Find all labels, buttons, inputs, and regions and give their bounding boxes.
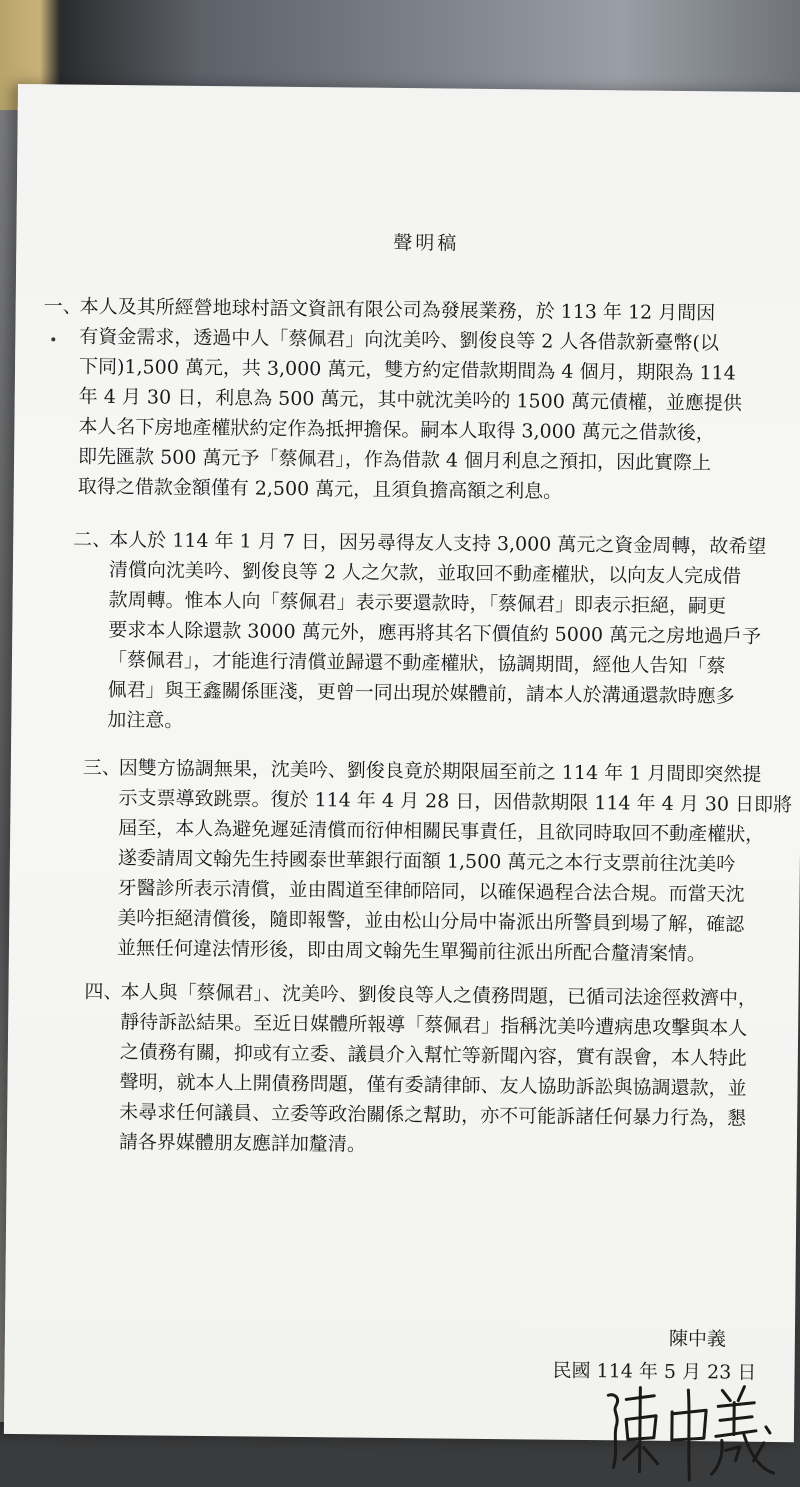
paragraph-line: 即先匯款 500 萬元予「蔡佩君」，作為借款 4 個月利息之預扣，因此實際上: [77, 445, 712, 475]
paragraph-marker: 二、: [73, 528, 112, 552]
paragraph-line: 本人於 114 年 1 月 7 日，因另尋得友人支持 3,000 萬元之資金周轉，故希望: [109, 528, 767, 558]
paragraph-line: 並無任何違法情形後，即由周文翰先生單獨前往派出所配合釐清案情。: [116, 937, 707, 966]
paragraph-line: 加注意。: [107, 708, 184, 732]
paragraph-line: 清償向沈美吟、劉俊良等 2 人之欠款，並取回不動產權狀，以向友人完成借: [108, 558, 742, 588]
signer-name: 陳中義: [668, 1327, 727, 1351]
paragraph-line: 美吟拒絕清償後，隨即報警，並由松山分局中崙派出所警員到場了解，確認: [117, 907, 745, 936]
paragraph-line: 本人及其所經營地球村語文資訊有限公司為發展業務，於 113 年 12 月間因: [79, 295, 716, 325]
paragraph-marker: 三、: [82, 756, 121, 780]
handwritten-signature: [593, 1375, 784, 1487]
paragraph-line: 下同)1,500 萬元，共 3,000 萬元，雙方約定借款期間為 4 個月，期限為 114: [78, 355, 736, 385]
paragraph-line: 年 4 月 30 日，利息為 500 萬元，其中就沈美吟的 1500 萬元債權，並應提供: [78, 385, 743, 415]
paragraph-marker: 四、: [84, 980, 123, 1004]
paragraph-line: 示支票導致跳票。復於 114 年 4 月 28 日，因借款期限 114 年 4 月 30 日即將: [118, 787, 793, 817]
statement-paper: [4, 84, 800, 1442]
document-title: 聲明稿: [393, 231, 460, 255]
ink-speck: [51, 337, 55, 341]
paragraph-line: 牙醫診所表示清償，並由閻道至律師陪同，以確保過程合法合規。而當天沈: [117, 877, 745, 906]
paragraph-line: 屆至，本人為避免遲延清償而衍伸相關民事責任，且欲同時取回不動產權狀，: [118, 817, 765, 846]
paragraph-line: 有資金需求，透過中人「蔡佩君」向沈美吟、劉俊良等 2 人各借款新臺幣(以: [79, 325, 720, 355]
paragraph-line: 遂委請周文翰先生持國泰世華銀行面額 1,500 萬元之本行支票前往沈美吟: [117, 847, 736, 876]
paragraph-line: 之債務有關，抑或有立委、議員介入幫忙等新聞內容，實有誤會，本人特此: [119, 1041, 747, 1070]
paragraph-marker: 一、: [43, 295, 82, 318]
paragraph-line: 「蔡佩君」，才能進行清償並歸還不動產權狀，協調期間，經他人告知「蔡: [107, 648, 726, 678]
statement-date: 民國 114 年 5 月 23 日: [552, 1359, 757, 1384]
paragraph-line: 本人名下房地產權狀約定作為抵押擔保。嗣本人取得 3,000 萬元之借款後，: [78, 415, 715, 445]
paragraph-line: 佩君」與王鑫關係匪淺，更曾一同出現於媒體前，請本人於溝通還款時應多: [107, 678, 735, 708]
paragraph-line: 取得之借款金額僅有 2,500 萬元，且須負擔高額之利息。: [77, 475, 563, 503]
paragraph-line: 本人與「蔡佩君」、沈美吟、劉俊良等人之債務問題，已循司法途徑救濟中，: [120, 981, 758, 1010]
paragraph-line: 未尋求任何議員、立委等政治關係之幫助，亦不可能訴諸任何暴力行為，懇: [119, 1101, 747, 1130]
paragraph-line: 聲明，就本人上開債務問題，僅有委請律師、友人協助訴訟與協調還款，並: [119, 1071, 747, 1100]
paragraph-line: 款周轉。惟本人向「蔡佩君」表示要還款時，「蔡佩君」即表示拒絕，嗣更: [108, 588, 727, 618]
paragraph-line: 要求本人除還款 3000 萬元外，應再將其名下價值約 5000 萬元之房地過戶予: [108, 618, 762, 648]
paragraph-line: 靜待訴訟結果。至近日媒體所報導「蔡佩君」指稱沈美吟遭病患攻擊與本人: [120, 1011, 748, 1040]
paragraph-line: 請各界媒體朋友應詳加釐清。: [118, 1131, 367, 1156]
paragraph-line: 因雙方協調無果，沈美吟、劉俊良竟於期限屆至前之 114 年 1 月間即突然提: [118, 757, 762, 786]
